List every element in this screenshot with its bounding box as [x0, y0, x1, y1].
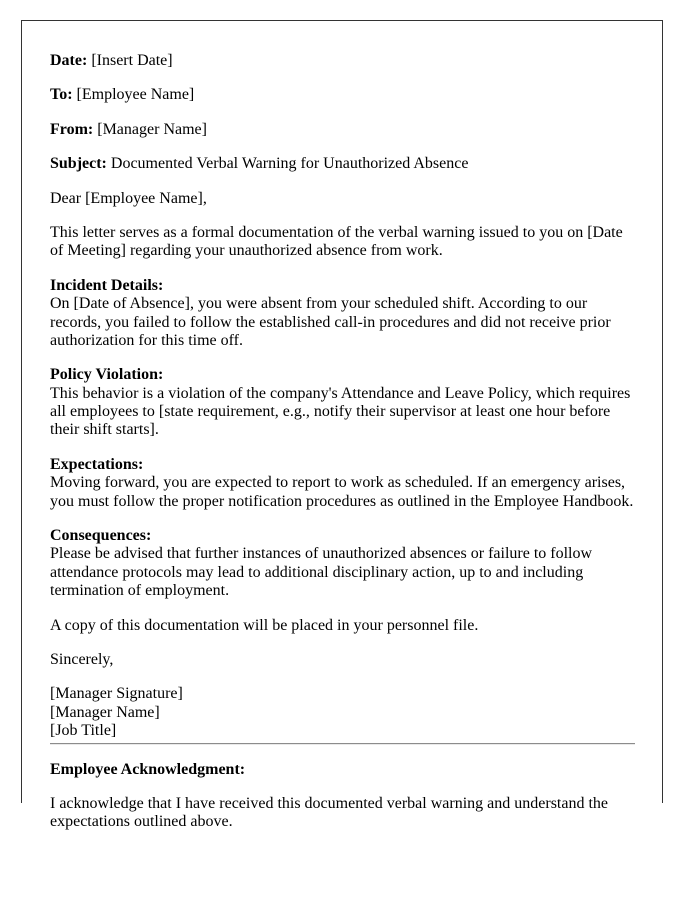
section-expectations: [50, 456, 635, 511]
from-label: From:: [50, 120, 94, 138]
date-field: [50, 52, 635, 70]
signature-block: [50, 685, 635, 740]
section-policy-violation: [50, 366, 635, 440]
subject-label: Subject:: [50, 155, 107, 173]
signature-line: [Manager Signature]: [50, 685, 183, 703]
salutation: Dear [Employee Name],: [50, 189, 207, 207]
from-field: [50, 121, 635, 139]
to-field: [50, 86, 635, 104]
signature-line: [Job Title]: [50, 722, 117, 740]
section-heading: Expectations:: [50, 455, 144, 473]
to-value: [Employee Name]: [76, 86, 195, 104]
date-value: [Insert Date]: [91, 52, 173, 69]
section-body: Please be advised that further instances of unauthorized absences or failure to follow attendance protocols may lead to additional disciplinary action, up to and including termination of employment.: [50, 545, 593, 600]
section-heading: Policy Violation:: [50, 366, 164, 384]
signature-line: [Manager Name]: [50, 703, 160, 721]
from-value: [Manager Name]: [97, 120, 207, 138]
to-label: To:: [50, 86, 73, 104]
section-heading: Incident Details:: [50, 276, 164, 294]
letter-document: [21, 20, 663, 831]
subject-value: Documented Verbal Warning for Unauthorized Absence: [110, 155, 469, 173]
section-heading: Consequences:: [50, 527, 152, 545]
section-consequences: [50, 527, 635, 601]
intro-paragraph: This letter serves as a formal documentation of the verbal warning issued to you on [Date of Meeting] regarding your unauthorized absence from work.: [50, 223, 623, 260]
section-incident-details: [50, 277, 635, 351]
subject-field: [50, 155, 635, 173]
acknowledgment-body-clipped: I acknowledge that I have received this documented verbal warning and understand the expectations outlined above.: [50, 794, 609, 831]
file-note-paragraph: A copy of this documentation will be placed in your personnel file.: [50, 616, 479, 634]
closing: Sincerely,: [50, 650, 114, 668]
section-body: This behavior is a violation of the company's Attendance and Leave Policy, which requires all employees to [state requirement, e.g., notify their supervisor at least one hour before their shift starts].: [50, 384, 631, 439]
acknowledgment-heading: Employee Acknowledgment:: [50, 760, 246, 778]
section-divider: [50, 743, 635, 745]
section-body: Moving forward, you are expected to report to work as scheduled. If an emergency arises, you must follow the proper notification procedures as outlined in the Employee Handbook.: [50, 474, 634, 510]
date-label: Date:: [50, 52, 88, 69]
section-body: On [Date of Absence], you were absent from your scheduled shift. According to our records, you failed to follow the established call-in procedures and did not receive prior authorization for this time off.: [50, 295, 611, 349]
